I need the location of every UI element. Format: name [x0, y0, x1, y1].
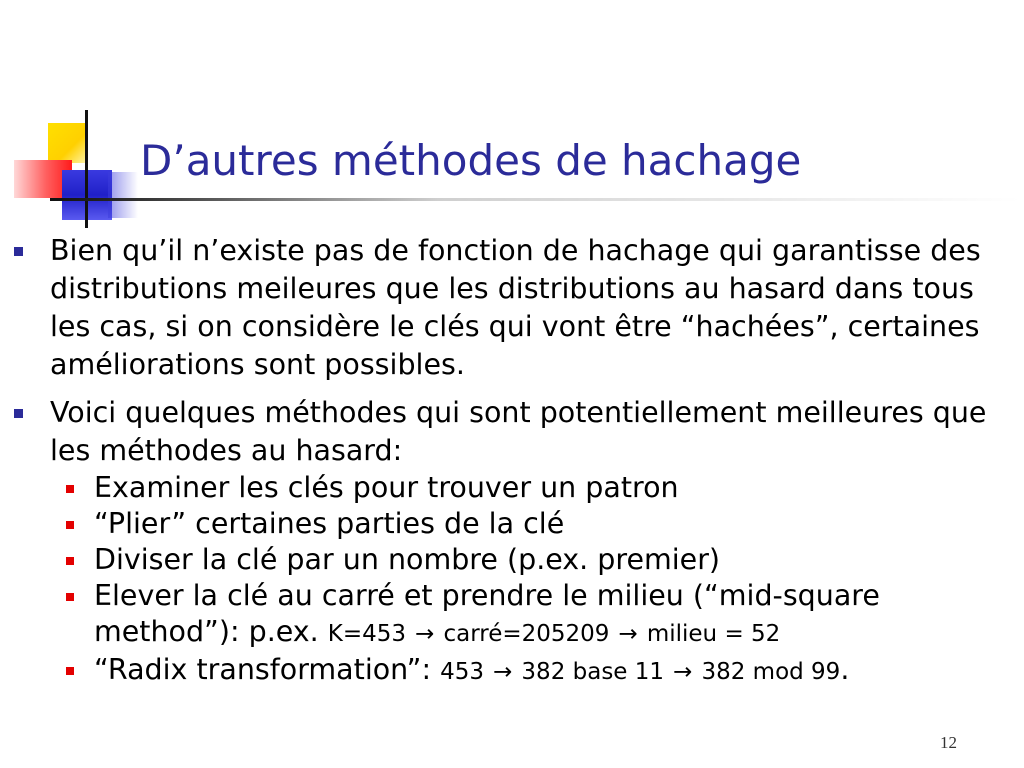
example-value: 453 — [440, 659, 485, 685]
sub-bullet-text: Examiner les clés pour trouver un patron — [94, 471, 679, 504]
sub-bullet-item — [0, 470, 994, 506]
bullet-text: Voici quelques méthodes qui sont potentiellement meilleures que les méthodes au hasard: — [50, 396, 987, 467]
sub-bullet-item — [0, 578, 994, 652]
bullet-text: Bien qu’il n’existe pas de fonction de hachage qui garantisse des distributions meileures que les distributions au hasard dans tous les cas, si on considère le clés qui vont être “hachées”, certaines améliorations sont possibles. — [50, 234, 981, 381]
sub-bullet-square-icon — [66, 485, 74, 493]
arrow-icon: → — [673, 659, 693, 685]
sub-bullet-square-icon — [66, 593, 74, 601]
sub-bullet-text: “Plier” certaines parties de la clé — [94, 507, 565, 540]
arrow-icon: → — [618, 621, 638, 647]
sentence-end: . — [840, 653, 850, 686]
bullet-item — [0, 394, 990, 470]
sub-bullet-item — [0, 542, 994, 578]
slide-title: D’autres méthodes de hachage — [140, 136, 802, 185]
page-number: 12 — [940, 733, 957, 752]
bullet-square-icon — [14, 409, 23, 418]
arrow-icon: → — [493, 659, 513, 685]
logo-blue-fade — [108, 172, 138, 218]
sub-bullet-square-icon — [66, 521, 74, 529]
arrow-icon: → — [415, 621, 435, 647]
sub-bullet-square-icon — [66, 667, 74, 675]
sub-bullet-text: “Radix transformation”: — [94, 653, 441, 686]
bullet-item — [0, 232, 990, 384]
example-value: milieu = 52 — [646, 621, 781, 647]
sub-bullet-list — [0, 470, 1024, 690]
bullet-square-icon — [14, 247, 23, 256]
example-value: carré=205209 — [443, 621, 610, 647]
sub-bullet-item — [0, 506, 994, 542]
example-value: 382 base 11 — [521, 659, 665, 685]
example-value: K=453 — [327, 621, 407, 647]
logo-yellow-square — [48, 123, 88, 163]
sub-bullet-text: Diviser la clé par un nombre (p.ex. premier) — [94, 543, 721, 576]
logo-vertical-line — [85, 110, 88, 228]
decorative-logo — [0, 0, 150, 240]
slide-content — [0, 232, 1024, 690]
sub-bullet-item — [0, 652, 994, 690]
sub-bullet-text: Elever la clé au carré et prendre le milieu (“mid-square method”): p.ex. — [94, 579, 880, 648]
example-value: 382 mod 99 — [701, 659, 841, 685]
title-underline — [50, 198, 1020, 201]
sub-bullet-square-icon — [66, 557, 74, 565]
